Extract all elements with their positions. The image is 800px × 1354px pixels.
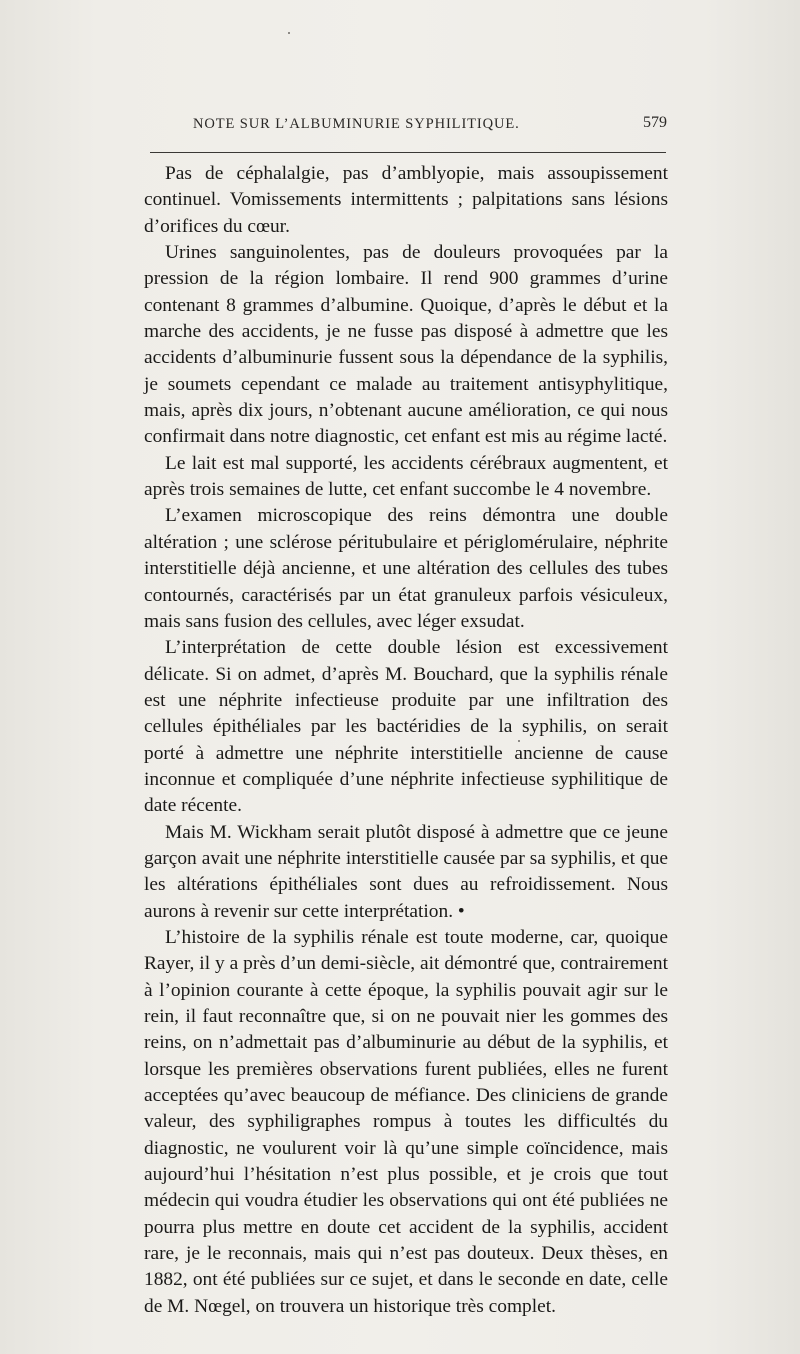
paragraph: Mais M. Wickham serait plutôt disposé à admettre que ce jeune garçon avait une néphrite interstitielle causée par sa syphilis, et que les altérations épithéliales sont dues au refroidissement. Nous aurons à revenir sur cette interprétation. • bbox=[144, 821, 668, 922]
paragraph: L’interprétation de cette double lésion est excessivement délicate. Si on admet, d’après M. Bouchard, que la syphilis rénale est une néphrite infectieuse produite par une infiltration des cellules épithéliales par les bactéridies de la syphilis, on serait porté à admettre une néphrite interstitielle ancienne de cause inconnue et compliquée d’une néphrite infectieuse syphilitique de date récente. bbox=[144, 637, 668, 817]
body-text bbox=[144, 161, 668, 1320]
paragraph: L’histoire de la syphilis rénale est toute moderne, car, quoique Rayer, il y a près d’un demi-siècle, ait démontré que, contrairement à l’opinion courante à cette époque, la syphilis pouvait agir sur le rein, il faut reconnaître que, si on ne pouvait nier les gommes des reins, on n’admettait pas d’albuminurie au début de la syphilis, et lorsque les premières observations furent publiées, elles ne furent acceptées qu’avec beaucoup de méfiance. Des cliniciens de grande valeur, des syphiligraphes rompus à toutes les difficultés du diagnostic, ne voulurent voir là qu’une simple coïncidence, mais aujourd’hui l’hésitation n’est plus possible, et je crois que tout médecin qui voudra étudier les observations qui ont été publiées ne pourra plus mettre en doute cet accident de la syphilis, accident rare, je le reconnais, mais qui n’est pas douteux. Deux thèses, en 1882, ont été publiées sur ce sujet, et dans le seconde en date, celle de M. Nœgel, on trouvera un historique très complet. bbox=[144, 926, 668, 1317]
page-number: 579 bbox=[643, 114, 667, 131]
print-speck bbox=[288, 32, 290, 34]
page-header bbox=[145, 112, 667, 138]
paragraph: L’examen microscopique des reins démontra une double altération ; une sclérose péritubulaire et périglomérulaire, néphrite interstitielle déjà ancienne, et une altération des cellules des tubes contournés, caractérisés par un état granuleux parfois vésiculeux, mais sans fusion des cellules, avec léger exsudat. bbox=[144, 505, 668, 632]
paragraph: Pas de céphalalgie, pas d’amblyopie, mais assoupissement continuel. Vomissements intermittents ; palpitations sans lésions d’orifices du cœur. bbox=[144, 163, 668, 237]
paragraph: Urines sanguinolentes, pas de douleurs provoquées par la pression de la région lombaire. Il rend 900 grammes d’urine contenant 8 grammes d’albumine. Quoique, d’après le début et la marche des accidents, je ne fusse pas disposé à admettre que les accidents d’albuminurie fussent sous la dépendance de la syphilis, je soumets cependant ce malade au traitement antisyphylitique, mais, après dix jours, n’obtenant aucune amélioration, ce qui nous confirmait dans notre diagnostic, cet enfant est mis au régime lacté. bbox=[144, 242, 668, 448]
paragraph: Le lait est mal supporté, les accidents cérébraux augmentent, et après trois semaines de lutte, cet enfant succombe le 4 novembre. bbox=[144, 452, 668, 501]
running-title: NOTE SUR L’ALBUMINURIE SYPHILITIQUE. bbox=[193, 116, 520, 132]
header-rule bbox=[150, 152, 666, 153]
